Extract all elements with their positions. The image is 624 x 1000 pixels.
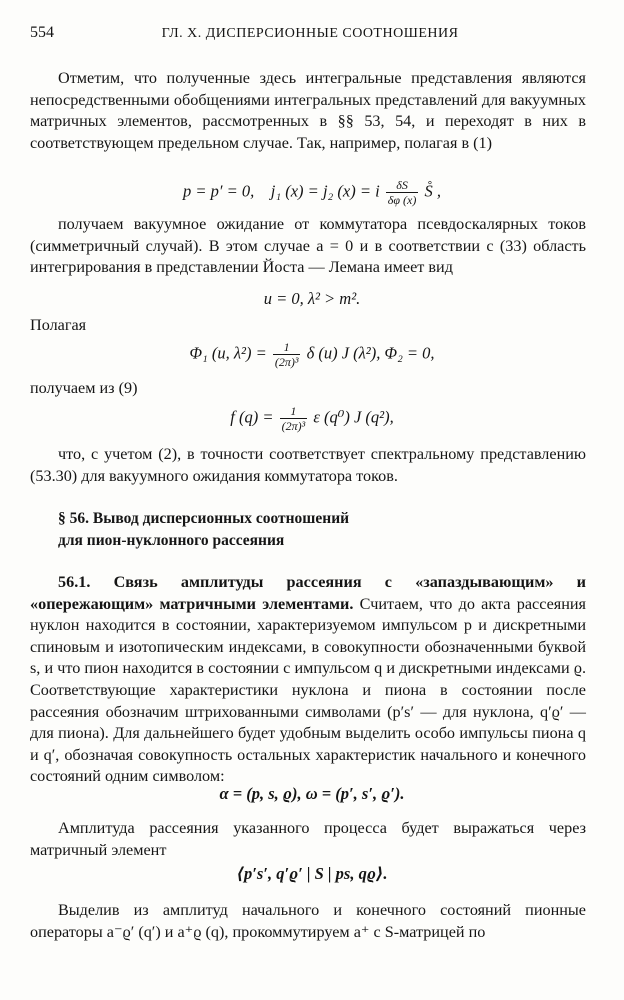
paragraph-spectral: что, с учетом (2), в точности соответствует спектральному представлению (53.30) для вакуумного ожидания коммутатора токов. (30, 445, 586, 485)
paragraph-intro: Отметим, что полученные здесь интегральные представления являются непосредственными обобщениями интегральных представлений для вакуумных матричных элементов, рассмотренных в §§ 53, 54, и переходят в них в соответствующем предельном случае. Так, например, полагая в (1) (30, 69, 586, 152)
paragraph-amplitude: Амплитуда рассеяния указанного процесса будет выражаться через матричный элемент (30, 819, 586, 859)
section-heading-line1: § 56. Вывод дисперсионных соотношений (58, 510, 350, 527)
formula-phi-left: Φ₁ (u, λ²) = (189, 343, 267, 363)
formula-phi-fraction (273, 340, 301, 369)
formula-phi-right: δ (u) J (λ²), Φ₂ = 0, (306, 343, 435, 363)
paragraph-setting: Полагая (30, 316, 87, 334)
formula-currents-left: p = p′ = 0, (183, 181, 255, 201)
formula-currents-mid: j₁ (x) = j₂ (x) = i (270, 181, 380, 201)
paragraph-operators: Выделив из амплитуд начального и конечного состояний пионные операторы a⁻ϱ′ (q′) и a⁺ϱ (q), прокоммутируем a⁺ с S-матрицей по (30, 901, 586, 941)
formula-domain: u = 0, λ² > m². (263, 289, 361, 308)
section-heading (58, 508, 578, 552)
paragraph-from9: получаем из (9) (30, 379, 138, 397)
formula-phi (0, 340, 624, 369)
subsection-runin: 56.1. Связь амплитуды рассеяния с «запаздывающим» и «опережающим» матричными элементами. (30, 573, 586, 613)
formula-currents-fraction (386, 178, 419, 207)
fraction-denominator: δφ (x) (387, 193, 417, 207)
formula-fq-fraction (280, 404, 308, 433)
formula-fq (0, 404, 624, 433)
formula-alpha-omega: α = (p, s, ϱ), ω = (p′, s′, ϱ′). (219, 784, 405, 803)
subsection-text: Считаем, что до акта рассеяния нуклон находится в состоянии, характеризуемом импульсом p и дискретными спиновым и изотопическим индексами, в совокупности обозначенными буквой s, и что пион находится в состоянии с импульсом q и дискретными индексами ϱ. Соответствующие характеристики нуклона и пиона в состоянии после рассеяния обозначим штрихованными символами (p′s′ — для нуклона, q′ϱ′ — для пиона). Для дальнейшего будет удобным выделить особо импульсы пиона q и q′, обозначая совокупность остальных характеристик начального и конечного состояний одним символом: (30, 594, 586, 786)
formula-fq-right: ε (q⁰) J (q²), (313, 407, 394, 427)
formula-matrix-element: ⟨p′s′, q′ϱ′ | S | ps, qϱ⟩. (236, 864, 388, 883)
paragraph-scattering (30, 572, 586, 788)
page-header (30, 24, 590, 48)
section-heading-line2: для пион-нуклонного рассеяния (58, 532, 285, 549)
formula-fq-left: f (q) = (230, 407, 274, 427)
paragraph-vacuum: получаем вакуумное ожидание от коммутатора псевдоскалярных токов (симметричный случай). В этом случае a = 0 и в соответствии с (33) область интегрирования в представлении Йоста — Лемана имеет вид (30, 215, 586, 277)
formula-currents-right: S̊ , (424, 181, 441, 201)
page-number: 554 (30, 24, 54, 41)
fraction-numerator: δS (386, 178, 419, 193)
fraction-numerator: 1 (273, 340, 301, 355)
fraction-numerator: 1 (280, 404, 308, 419)
running-title: ГЛ. X. ДИСПЕРСИОННЫЕ СООТНОШЕНИЯ (161, 26, 459, 41)
fraction-denominator: (2π)³ (274, 355, 299, 369)
formula-currents (0, 178, 624, 207)
fraction-denominator: (2π)³ (281, 419, 306, 433)
